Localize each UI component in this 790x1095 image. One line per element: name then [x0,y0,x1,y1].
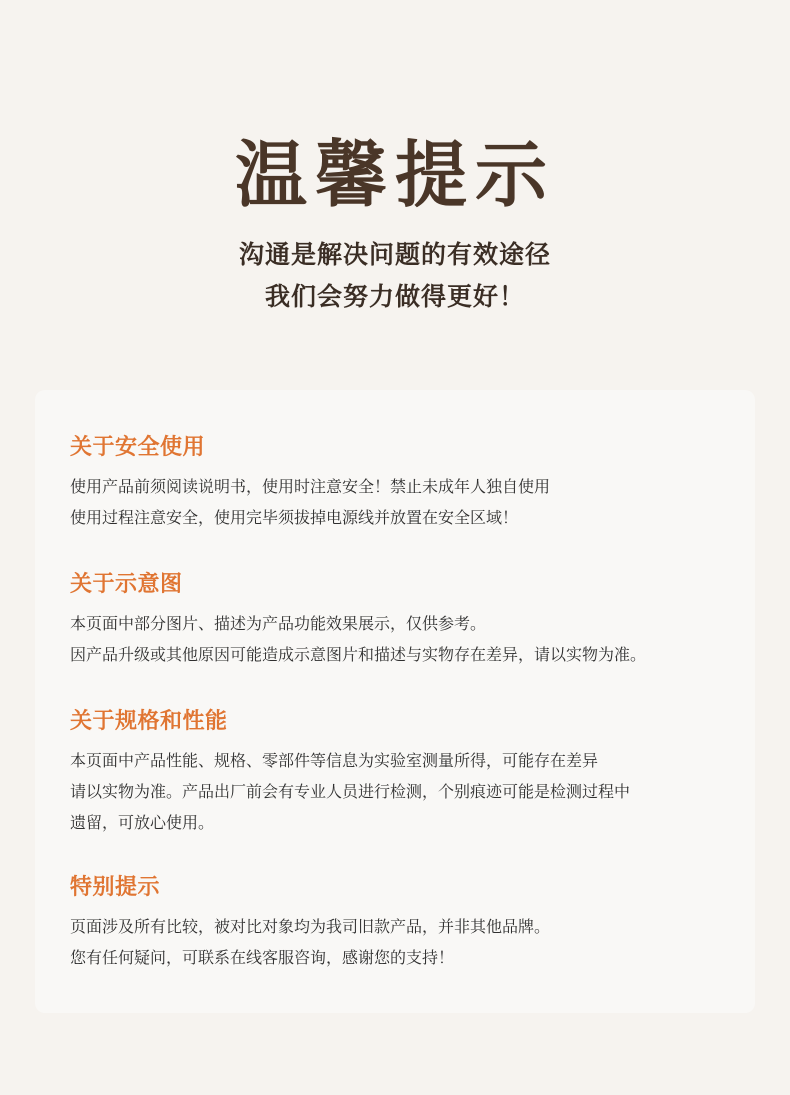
section-illustration [70,570,740,670]
section-body [70,471,740,533]
section-line: 遗留，可放心使用。 [70,813,215,832]
page-title: 温馨提示 [234,133,555,217]
section-body [70,911,740,973]
section-line: 页面涉及所有比较，被对比对象均为我司旧款产品，并非其他品牌。 [70,917,551,936]
section-title: 关于安全使用 [70,435,206,460]
section-special-note [70,873,740,973]
section-body [70,608,740,670]
section-title: 关于规格和性能 [70,709,228,734]
section-title: 关于示意图 [70,572,183,597]
section-body [70,745,740,838]
hero-header [0,132,790,318]
section-specs [70,707,740,838]
section-line: 使用过程注意安全，使用完毕须拔掉电源线并放置在安全区域！ [70,508,519,527]
section-line: 本页面中产品性能、规格、零部件等信息为实验室测量所得，可能存在差异 [70,751,599,770]
section-safety [70,433,740,533]
notice-card [35,390,755,1013]
section-title: 特别提示 [70,875,161,900]
section-line: 本页面中部分图片、描述为产品功能效果展示，仅供参考。 [70,614,487,633]
section-line: 使用产品前须阅读说明书，使用时注意安全！禁止未成年人独自使用 [70,477,551,496]
section-line: 因产品升级或其他原因可能造成示意图片和描述与实物存在差异，请以实物为准。 [70,645,647,664]
section-line: 您有任何疑问，可联系在线客服咨询，感谢您的支持！ [70,948,455,967]
section-line: 请以实物为准。产品出厂前会有专业人员进行检测，个别痕迹可能是检测过程中 [70,782,631,801]
subtitle-line: 沟通是解决问题的有效途径 [238,240,551,269]
subtitle-line: 我们会努力做得更好！ [264,282,525,311]
page-subtitle [0,234,790,318]
